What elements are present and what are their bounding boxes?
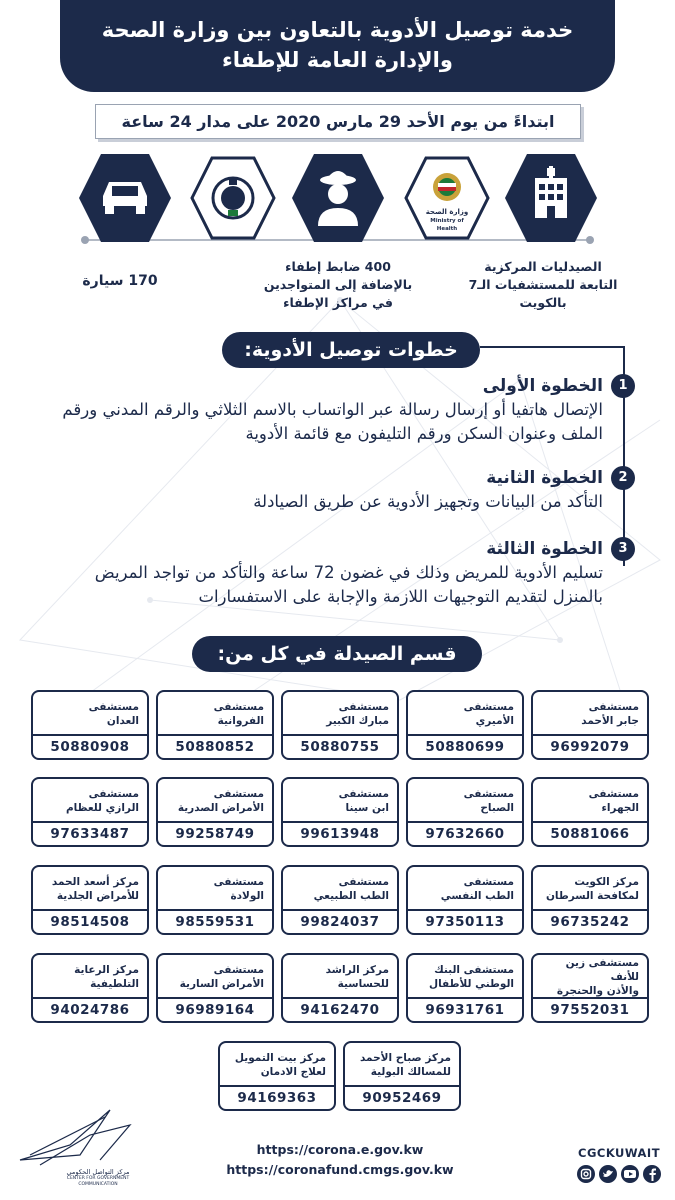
- step-3-number: 3: [611, 537, 635, 561]
- pharmacy-section-title: قسم الصيدلة في كل من:: [192, 636, 482, 672]
- pharmacy-card: مركز أسعد الحمد للأمراض الجلدية 98514508: [31, 865, 149, 935]
- pharmacy-card: مستشفى الطب النفسي 97350113: [406, 865, 524, 935]
- pharmacy-phone[interactable]: 94169363: [237, 1090, 317, 1106]
- pharmacy-phone[interactable]: 50880755: [300, 739, 380, 755]
- pharmacy-card: مستشفى الرازي للعظام 97633487: [31, 777, 149, 847]
- ministry-of-health-logo-text-en: Ministry of Health: [430, 218, 464, 232]
- twitter-icon: [599, 1165, 617, 1183]
- ministry-of-health-logo-text-ar: وزارة الصحة: [425, 208, 469, 216]
- page-title-line-1: خدمة توصيل الأدوية بالتعاون بين وزارة الصحة: [101, 18, 574, 42]
- step-1-text: الإتصال هاتفيا أو إرسال رسالة عبر الواتساب بالاسم الثلاثي والرقم المدني ورقم الملف وعنوان السكن ورقم التليفون مع قائمة الأدوية: [62, 400, 603, 443]
- social-handle: CGCKUWAIT: [578, 1146, 661, 1160]
- pharmacy-card: مستشفى الصباح 97632660: [406, 777, 524, 847]
- resource-label-firefighters: 400 ضابط إطفاء بالإضافة إلى المتواجدين في مراكز الإطفاء: [263, 259, 413, 310]
- pharmacy-phone[interactable]: 90952469: [362, 1090, 442, 1106]
- footer-links: [190, 1140, 490, 1180]
- pharmacy-card: مركز الرعاية التلطيفية 94024786: [31, 953, 149, 1023]
- pharmacy-phone[interactable]: 96931761: [425, 1002, 505, 1018]
- pharmacy-card: مستشفى الولادة 98559531: [156, 865, 274, 935]
- step-2-title: الخطوة الثانية: [486, 468, 603, 488]
- pharmacy-phone[interactable]: 50881066: [550, 826, 630, 842]
- start-date-banner: ابتداءً من يوم الأحد 29 مارس 2020 على مدار 24 ساعة: [95, 104, 581, 139]
- step-1-title: الخطوة الأولى: [482, 376, 603, 396]
- car-icon: [77, 150, 173, 246]
- page-title-banner: [60, 0, 615, 92]
- step-2-number: 2: [611, 466, 635, 490]
- pharmacy-card: مستشفى جابر الأحمد 96992079: [531, 690, 649, 760]
- pharmacy-card: مستشفى الفروانية 50880852: [156, 690, 274, 760]
- pharmacy-card: مركز صباح الأحمد للمسالك البولية 90952469: [343, 1041, 461, 1111]
- pharmacy-card: مستشفى زين للأنف والأذن والحنجرة 97552031: [531, 953, 649, 1023]
- step-3-title: الخطوة الثالثة: [486, 539, 603, 559]
- pharmacy-phone[interactable]: 50880908: [50, 739, 130, 755]
- pharmacy-card: مستشفى البنك الوطني للأطفال 96931761: [406, 953, 524, 1023]
- pharmacy-card: مستشفى الأمراض الصدرية 99258749: [156, 777, 274, 847]
- pharmacy-card: مستشفى الطب الطبيعي 99824037: [281, 865, 399, 935]
- pharmacy-phone[interactable]: 98559531: [175, 914, 255, 930]
- pharmacy-phone[interactable]: 99824037: [300, 914, 380, 930]
- youtube-icon: [621, 1165, 639, 1183]
- pharmacy-phone[interactable]: 96735242: [550, 914, 630, 930]
- pharmacy-phone[interactable]: 94162470: [300, 1002, 380, 1018]
- instagram-icon: [577, 1165, 595, 1183]
- pharmacy-phone[interactable]: 97632660: [425, 826, 505, 842]
- page-title-line-2: والإدارة العامة للإطفاء: [222, 48, 453, 72]
- corona-portal-link[interactable]: https://corona.e.gov.kw: [256, 1142, 424, 1157]
- org-name-en: CENTER FOR GOVERNMENT COMMUNICATION: [66, 1176, 130, 1187]
- steps-section-title: خطوات توصيل الأدوية:: [222, 332, 480, 368]
- step-3-text: تسليم الأدوية للمريض وذلك في غضون 72 ساعة والتأكد من تواجد المريض بالمنزل لتقديم التوجيهات اللازمة والإجابة على الاستفسارات: [94, 563, 603, 606]
- pharmacy-card: مستشفى مبارك الكبير 50880755: [281, 690, 399, 760]
- org-name-ar: مركز التواصل الحكومي: [66, 1168, 130, 1176]
- facebook-icon: [643, 1165, 661, 1183]
- org-name: [58, 1168, 138, 1188]
- pharmacy-phone[interactable]: 96989164: [175, 1002, 255, 1018]
- pharmacy-card: مستشفى الجهراء 50881066: [531, 777, 649, 847]
- pharmacy-phone[interactable]: 50880852: [175, 739, 255, 755]
- pharmacy-phone[interactable]: 98514508: [50, 914, 130, 930]
- pharmacy-card: مركز الكويت لمكافحة السرطان 96735242: [531, 865, 649, 935]
- pharmacy-phone[interactable]: 99613948: [300, 826, 380, 842]
- pharmacy-phone[interactable]: 97633487: [50, 826, 130, 842]
- pharmacy-phone[interactable]: 97350113: [425, 914, 505, 930]
- pharmacy-card: مركز بيت التمويل لعلاج الادمان 94169363: [218, 1041, 336, 1111]
- hospital-building-icon: [503, 150, 599, 246]
- steps-connector-horizontal: [480, 346, 625, 348]
- resource-label-cars: 170 سيارة: [82, 273, 158, 289]
- pharmacy-phone[interactable]: 99258749: [175, 826, 255, 842]
- pharmacy-card: مركز الراشد للحساسية 94162470: [281, 953, 399, 1023]
- pharmacy-phone[interactable]: 97552031: [550, 1002, 630, 1018]
- corona-fund-link[interactable]: https://coronafund.cmgs.gov.kw: [226, 1162, 454, 1177]
- pharmacy-card: مستشفى الأمراض السارية 96989164: [156, 953, 274, 1023]
- social-icons: [576, 1163, 666, 1185]
- pharmacy-phone[interactable]: 50880699: [425, 739, 505, 755]
- resource-label-pharmacies: الصيدليات المركزية التابعة للمستشفيات الـ7 بالكويت: [468, 259, 618, 310]
- pharmacy-phone[interactable]: 94024786: [50, 1002, 130, 1018]
- step-1-number: 1: [611, 374, 635, 398]
- fire-department-emblem: [190, 155, 276, 241]
- pharmacy-card: مستشفى ابن سينا 99613948: [281, 777, 399, 847]
- pharmacy-phone[interactable]: 96992079: [550, 739, 630, 755]
- step-2-text: التأكد من البيانات وتجهيز الأدوية عن طريق الصيادلة: [253, 492, 603, 511]
- pharmacy-card: مستشفى العدان 50880908: [31, 690, 149, 760]
- firefighter-icon: [290, 150, 386, 246]
- pharmacy-card: مستشفى الأميري 50880699: [406, 690, 524, 760]
